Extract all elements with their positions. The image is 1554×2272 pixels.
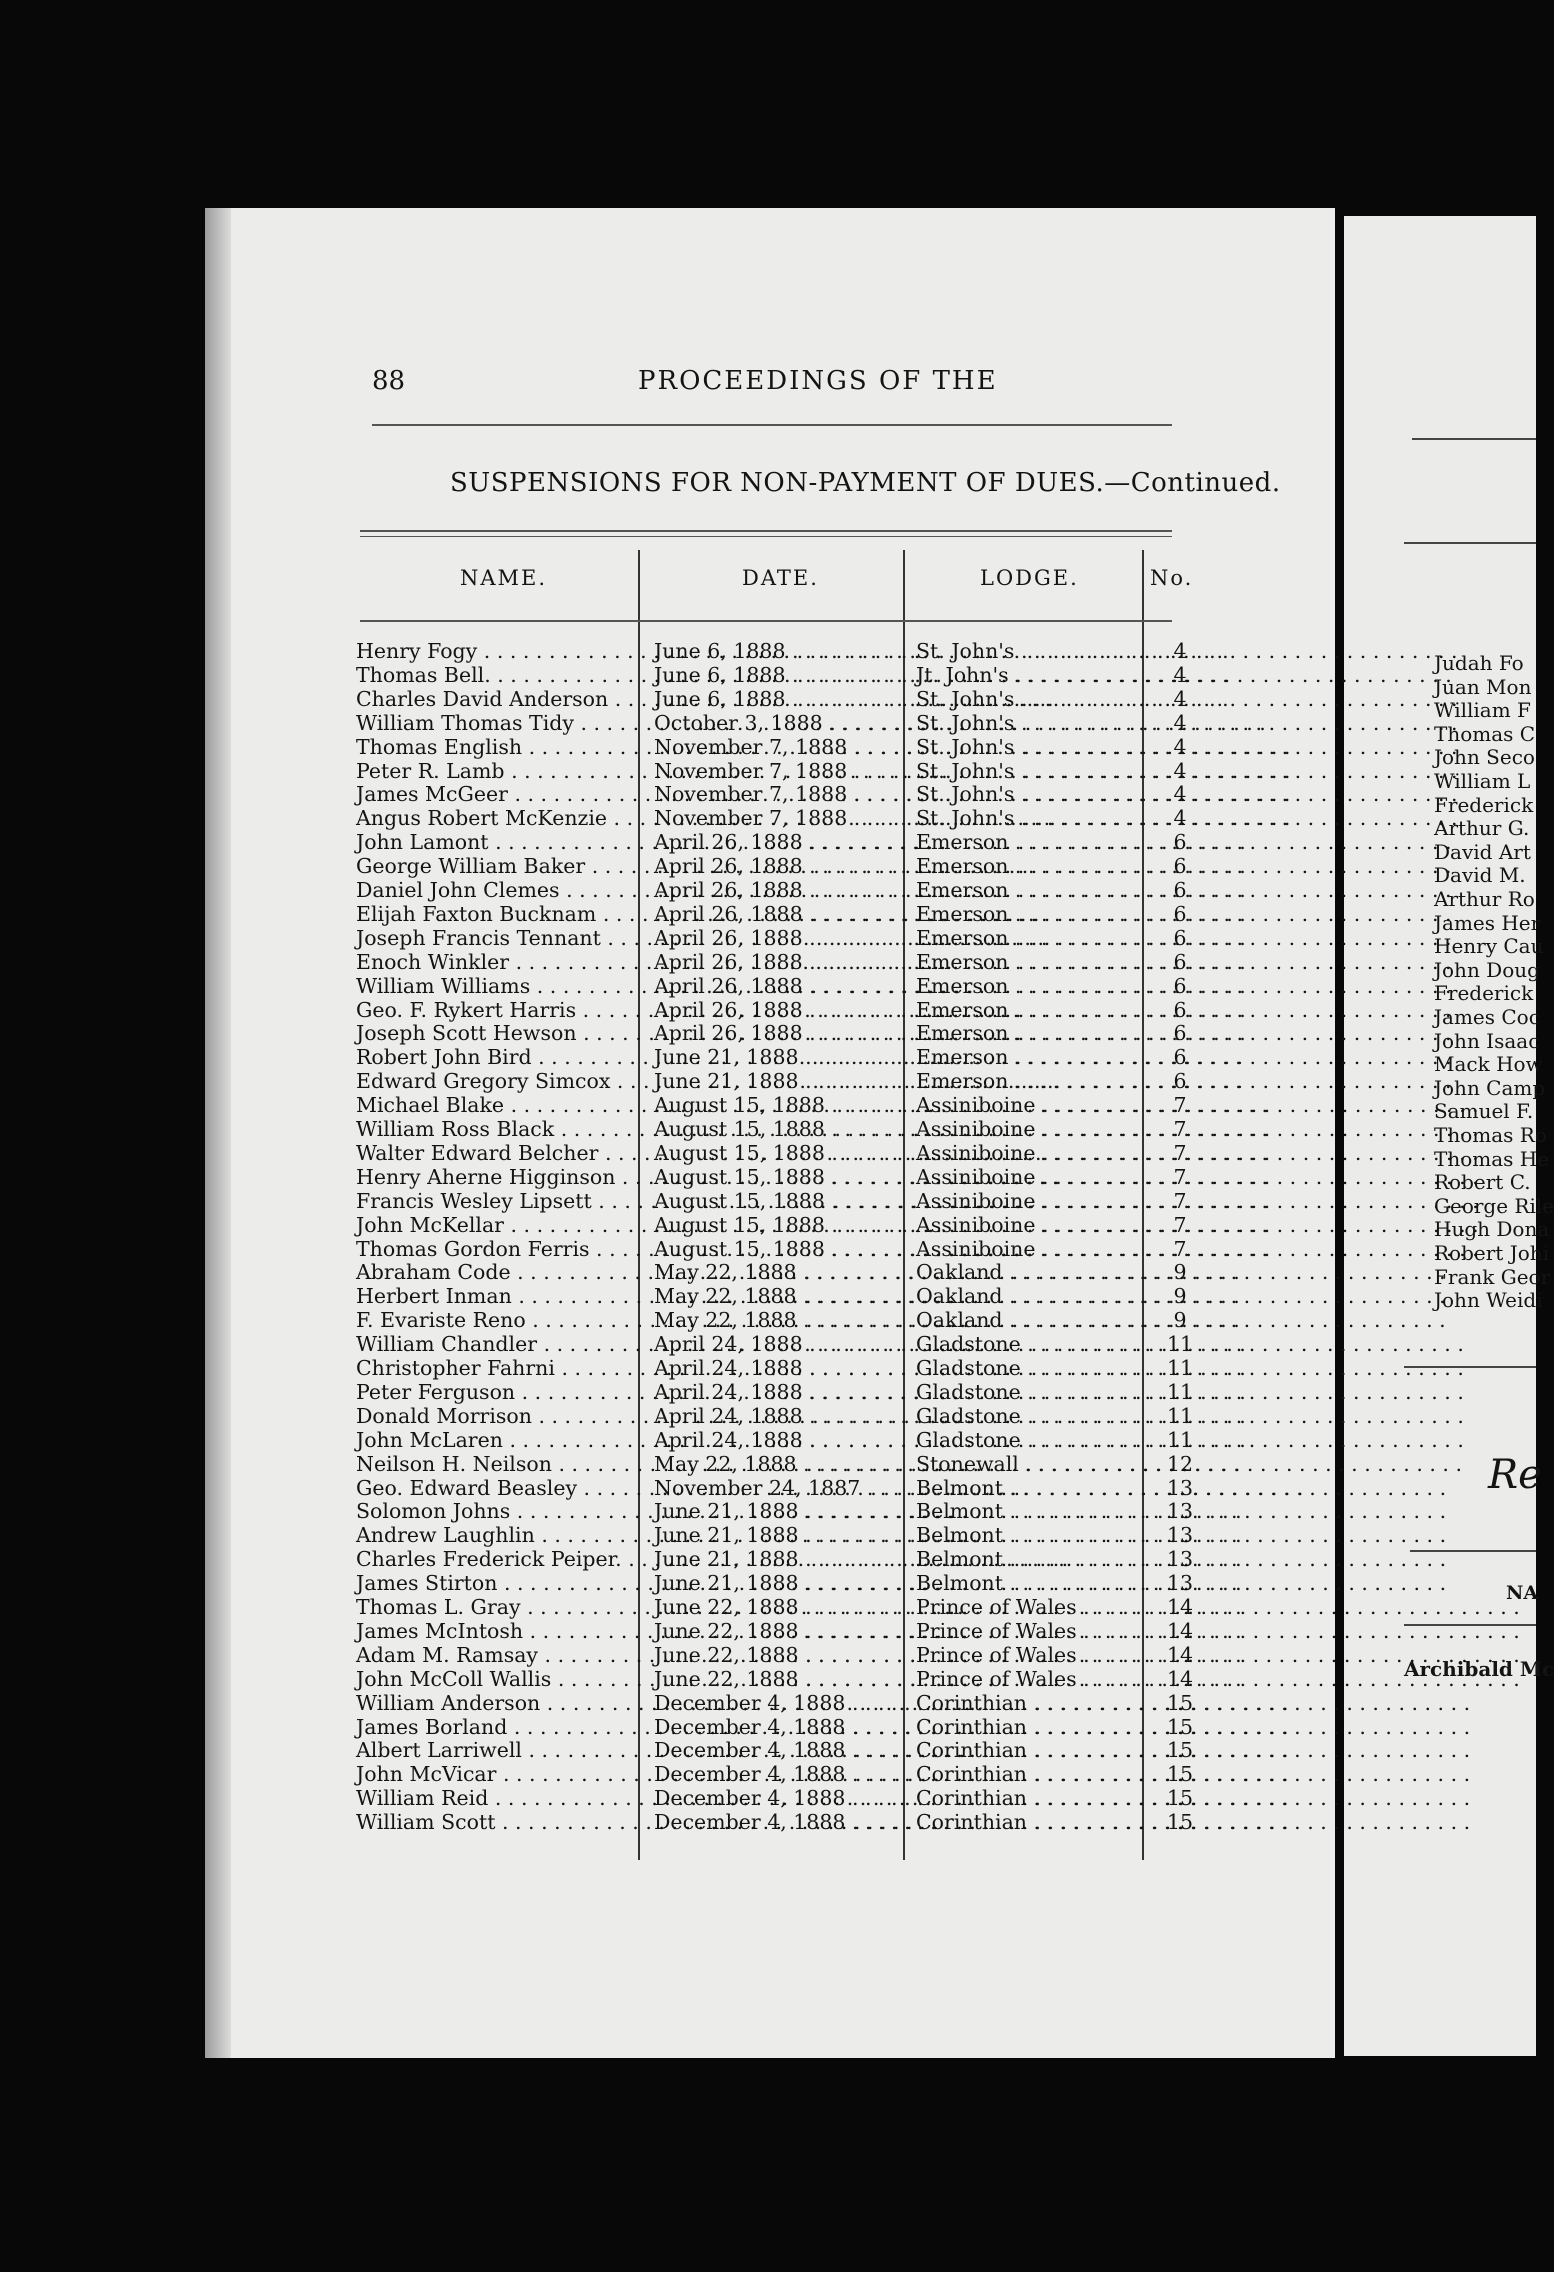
lodge-number-cell: 11 (1166, 1356, 1194, 1380)
date-cell: December 4, 1888 . . . (654, 1692, 910, 1715)
right-page-name: Frank Geor (1434, 1264, 1551, 1289)
lodge-cell: Emerson . . . (916, 855, 1192, 878)
date-cell: April 26, 1888 . . . (654, 1022, 910, 1045)
lodge-cell: Gladstone . . . (916, 1429, 1192, 1452)
date-cell: June 21, 1888 . . . (654, 1548, 910, 1571)
name-cell: Neilson H. Neilson . . . (356, 1453, 630, 1476)
lodge-cell: Emerson . . . (916, 903, 1192, 926)
name-cell: James McGeer . . . (356, 783, 630, 806)
date-cell: August 15, 1888 . . . (654, 1142, 910, 1165)
lodge-number-cell: 6 (1173, 925, 1187, 950)
lodge-cell: St. John's . . . (916, 807, 1192, 830)
name-cell: Albert Larriwell . . . (356, 1739, 630, 1762)
right-page-name: John Doug (1434, 957, 1540, 982)
lodge-number-cell: 11 (1166, 1403, 1194, 1428)
name-cell: Henry Fogy . . . (356, 640, 630, 663)
name-cell: Geo. F. Rykert Harris . . . (356, 999, 630, 1022)
lodge-cell: Emerson . . . (916, 951, 1192, 974)
lodge-cell: Jt. John's . . . (916, 664, 1192, 687)
date-cell: November 7, 1888 . . . (654, 783, 910, 806)
lodge-cell: Assiniboine . . . (916, 1166, 1192, 1189)
right-title-rule (1404, 542, 1536, 544)
right-page-name: Mack How (1434, 1052, 1543, 1077)
name-cell: William Ross Black . . . (356, 1118, 630, 1141)
lodge-cell: Corinthian . . . (916, 1763, 1192, 1786)
right-header-rule (1412, 438, 1536, 440)
lodge-number-cell: 14 (1166, 1642, 1194, 1667)
column-header-name: NAME. (460, 566, 548, 590)
date-cell: November 24, 1887 . . . (654, 1477, 910, 1500)
name-cell: Elijah Faxton Bucknam . . . (356, 903, 630, 926)
lodge-number-cell: 14 (1166, 1595, 1194, 1619)
date-cell: October 3, 1888 . . . (654, 712, 910, 735)
name-cell: James Stirton . . . (356, 1572, 630, 1595)
lodge-cell: Gladstone . . . (916, 1405, 1192, 1428)
name-cell: Christopher Fahrni . . . (356, 1357, 630, 1380)
name-cell: Andrew Laughlin . . . (356, 1524, 630, 1547)
name-cell: William Thomas Tidy . . . (356, 712, 630, 735)
lodge-number-cell: 6 (1173, 973, 1187, 998)
lodge-number-cell: 4 (1173, 710, 1187, 735)
lodge-number-cell: 4 (1173, 639, 1187, 663)
name-cell: James McIntosh . . . (356, 1620, 630, 1643)
header-rule (372, 424, 1172, 426)
lodge-cell: Stonewall . . . (916, 1453, 1192, 1476)
date-cell: August 15, 1888 . . . (654, 1190, 910, 1213)
right-page-name: John Camp (1434, 1075, 1546, 1100)
lodge-number-cell: 12 (1166, 1451, 1194, 1476)
name-cell: William Anderson . . . (356, 1692, 630, 1715)
name-cell: Francis Wesley Lipsett . . . (356, 1190, 630, 1213)
lodge-cell: Corinthian . . . (916, 1739, 1192, 1762)
lodge-number-cell: 7 (1173, 1212, 1187, 1237)
running-head: PROCEEDINGS OF THE (638, 366, 998, 396)
lodge-number-cell: 4 (1173, 758, 1187, 783)
lodge-cell: Assiniboine . . . (916, 1190, 1192, 1213)
right-page-name: Juan Mon (1434, 674, 1532, 699)
date-cell: April 24, 1888 . . . (654, 1429, 910, 1452)
right-page-name: James Her (1434, 910, 1541, 935)
lodge-number-cell: 15 (1166, 1810, 1194, 1835)
lodge-number-cell: 4 (1173, 734, 1187, 759)
lodge-number-cell: 7 (1173, 1188, 1187, 1213)
lodge-cell: Belmont . . . (916, 1548, 1192, 1571)
lodge-number-cell: 4 (1173, 782, 1187, 807)
date-cell: June 6, 1888 . . . (654, 664, 910, 687)
lodge-number-cell: 4 (1173, 806, 1187, 831)
column-header-date: DATE. (742, 566, 819, 590)
lodge-number-cell: 15 (1166, 1762, 1194, 1787)
date-cell: June 21, 1888 . . . (654, 1572, 910, 1595)
lodge-number-cell: 11 (1166, 1379, 1194, 1404)
date-cell: June 21, 1888 . . . (654, 1524, 910, 1547)
name-cell: Joseph Francis Tennant . . . (356, 927, 630, 950)
name-cell: Peter Ferguson . . . (356, 1381, 630, 1404)
name-cell: William Chandler . . . (356, 1333, 630, 1356)
lodge-cell: Emerson . . . (916, 1070, 1192, 1093)
lodge-number-cell: 14 (1166, 1618, 1194, 1643)
date-cell: April 26, 1888 . . . (654, 999, 910, 1022)
lodge-cell: Assiniboine . . . (916, 1238, 1192, 1261)
lodge-cell: Emerson . . . (916, 879, 1192, 902)
date-cell: April 24, 1888 . . . (654, 1381, 910, 1404)
name-cell: Walter Edward Belcher . . . (356, 1142, 630, 1165)
lodge-cell: St. John's . . . (916, 640, 1192, 663)
right-page-name: Frederick (1434, 792, 1534, 817)
header-underline (360, 620, 1172, 622)
lodge-number-cell: 6 (1173, 1021, 1187, 1046)
lodge-cell: Belmont . . . (916, 1524, 1192, 1547)
right-section-rule (1410, 1550, 1536, 1552)
name-cell: William Scott . . . (356, 1811, 630, 1834)
lodge-cell: Belmont . . . (916, 1572, 1192, 1595)
lodge-cell: Emerson . . . (916, 1046, 1192, 1069)
lodge-cell: Corinthian . . . (916, 1692, 1192, 1715)
name-cell: William Williams . . . (356, 975, 630, 998)
name-cell: John Lamont . . . (356, 831, 630, 854)
title-rule-top (360, 530, 1172, 532)
date-cell: April 26, 1888 . . . (654, 831, 910, 854)
date-cell: December 4, 1888 . . . (654, 1811, 910, 1834)
lodge-cell: Assiniboine . . . (916, 1142, 1192, 1165)
right-page-name: John Weidi (1434, 1288, 1543, 1313)
lodge-number-cell: 13 (1166, 1475, 1194, 1500)
lodge-number-cell: 15 (1166, 1738, 1194, 1763)
name-cell: F. Evariste Reno . . . (356, 1309, 630, 1332)
name-cell: Donald Morrison . . . (356, 1405, 630, 1428)
lodge-number-cell: 11 (1166, 1427, 1194, 1452)
lodge-number-cell: 9 (1173, 1308, 1187, 1333)
name-cell: Joseph Scott Hewson . . . (356, 1022, 630, 1045)
title-rule-bottom (360, 536, 1172, 537)
lodge-number-cell: 6 (1173, 854, 1187, 879)
lodge-cell: St. John's . . . (916, 783, 1192, 806)
lodge-cell: Prince of Wales . . . (916, 1620, 1192, 1643)
date-cell: June 22, 1888 . . . (654, 1644, 910, 1667)
name-cell: Enoch Winkler . . . (356, 951, 630, 974)
lodge-cell: Assiniboine . . . (916, 1094, 1192, 1117)
lodge-number-cell: 4 (1173, 662, 1187, 687)
lodge-cell: Prince of Wales . . . (916, 1644, 1192, 1667)
date-cell: June 6, 1888 . . . (654, 640, 910, 663)
name-cell: Herbert Inman . . . (356, 1285, 630, 1308)
lodge-cell: St. John's . . . (916, 760, 1192, 783)
right-column-header: NA (1506, 1582, 1539, 1604)
name-cell: Charles David Anderson . . . (356, 688, 630, 711)
date-cell: November 7, 1888 . . . (654, 736, 910, 759)
date-cell: April 24, 1888 . . . (654, 1405, 910, 1428)
lodge-cell: Gladstone . . . (916, 1381, 1192, 1404)
lodge-number-cell: 9 (1173, 1260, 1187, 1285)
right-page-name: Henry Cau (1434, 934, 1544, 959)
date-cell: June 21, 1888 . . . (654, 1046, 910, 1069)
right-page-name: James Coc (1434, 1005, 1540, 1029)
lodge-number-cell: 7 (1173, 1236, 1187, 1261)
date-cell: December 4, 1888 . . . (654, 1787, 910, 1810)
right-page-name: Robert C. (1434, 1170, 1531, 1195)
lodge-number-cell: 15 (1166, 1786, 1194, 1811)
date-cell: May 22, 1888 . . . (654, 1309, 910, 1332)
date-cell: June 21, 1888 . . . (654, 1500, 910, 1523)
date-cell: April 26, 1888 . . . (654, 951, 910, 974)
right-page-name: Judah Fo (1434, 651, 1524, 675)
date-cell: April 26, 1888 . . . (654, 927, 910, 950)
date-cell: June 21, 1888 . . . (654, 1070, 910, 1093)
right-page-name: David M. (1434, 863, 1526, 888)
right-page-name: Thomas Ro (1434, 1123, 1547, 1147)
name-cell: John McVicar . . . (356, 1763, 630, 1786)
right-page-name: William F (1434, 698, 1531, 723)
date-cell: June 6, 1888 . . . (654, 688, 910, 711)
name-cell: Michael Blake . . . (356, 1094, 630, 1117)
lodge-number-cell: 6 (1173, 949, 1187, 974)
lodge-number-cell: 14 (1166, 1666, 1194, 1691)
lodge-cell: Belmont . . . (916, 1500, 1192, 1523)
lodge-cell: Assiniboine . . . (916, 1118, 1192, 1141)
right-page-name: Arthur G. (1434, 816, 1530, 841)
lodge-cell: St. John's . . . (916, 712, 1192, 735)
lodge-number-cell: 15 (1166, 1690, 1194, 1715)
lodge-number-cell: 15 (1166, 1714, 1194, 1739)
name-cell: Daniel John Clemes . . . (356, 879, 630, 902)
lodge-cell: Corinthian . . . (916, 1811, 1192, 1834)
name-cell: John McColl Wallis . . . (356, 1668, 630, 1691)
name-cell: Peter R. Lamb . . . (356, 760, 630, 783)
lodge-number-cell: 6 (1173, 901, 1187, 926)
name-cell: Robert John Bird . . . (356, 1046, 630, 1069)
lodge-cell: Oakland . . . (916, 1309, 1192, 1332)
lodge-cell: Emerson . . . (916, 1022, 1192, 1045)
lodge-cell: Emerson . . . (916, 927, 1192, 950)
date-cell: December 4, 1888 . . . (654, 1739, 910, 1762)
right-page-name: George Rile (1434, 1193, 1554, 1218)
lodge-cell: Belmont . . . (916, 1477, 1192, 1500)
right-page-name: Arthur Ro (1434, 887, 1535, 911)
lodge-number-cell: 13 (1166, 1499, 1194, 1524)
right-page-name: John Seco (1434, 745, 1535, 770)
lodge-number-cell: 6 (1173, 997, 1187, 1022)
name-cell: Edward Gregory Simcox . . . (356, 1070, 630, 1093)
date-cell: April 26, 1888 . . . (654, 975, 910, 998)
lodge-number-cell: 6 (1173, 878, 1187, 902)
lodge-cell: Emerson . . . (916, 999, 1192, 1022)
lodge-number-cell: 6 (1173, 1069, 1187, 1094)
right-first-entry: Archibald Mc (1404, 1657, 1554, 1681)
lodge-number-cell: 7 (1173, 1093, 1187, 1118)
date-cell: December 4, 1888 . . . (654, 1763, 910, 1786)
right-page-name: David Art (1434, 839, 1531, 864)
lodge-cell: Corinthian . . . (916, 1787, 1192, 1810)
date-cell: August 15, 1888 . . . (654, 1094, 910, 1117)
name-cell: Henry Aherne Higginson . . . (356, 1166, 630, 1189)
name-cell: Thomas L. Gray . . . (356, 1596, 630, 1619)
lodge-cell: Oakland . . . (916, 1285, 1192, 1308)
right-page-name: Samuel F. (1434, 1099, 1534, 1124)
date-cell: August 15, 1888 . . . (654, 1166, 910, 1189)
lodge-number-cell: 13 (1166, 1571, 1194, 1596)
right-page-name: John Isaac (1434, 1028, 1540, 1053)
lodge-number-cell: 7 (1173, 1117, 1187, 1141)
date-cell: April 24, 1888 . . . (654, 1333, 910, 1356)
lodge-number-cell: 9 (1173, 1284, 1187, 1309)
date-cell: December 4, 1888 . . . (654, 1716, 910, 1739)
date-cell: June 22, 1888 . . . (654, 1596, 910, 1619)
right-section-heading: Re (1488, 1452, 1542, 1498)
name-cell: Thomas Bell. . . . (356, 664, 630, 687)
right-page-name: Frederick (1434, 981, 1534, 1006)
date-cell: August 15, 1888 . . . (654, 1214, 910, 1237)
lodge-number-cell: 13 (1166, 1547, 1194, 1572)
right-page-name: Thomas C (1434, 721, 1536, 746)
name-cell: John McKellar . . . (356, 1214, 630, 1237)
lodge-cell: St. John's . . . (916, 688, 1192, 711)
lodge-cell: Oakland . . . (916, 1261, 1192, 1284)
lodge-number-cell: 6 (1173, 830, 1187, 855)
name-cell: Solomon Johns . . . (356, 1500, 630, 1523)
column-header-no: No. (1150, 566, 1194, 590)
page-binding-edge (205, 208, 231, 2058)
lodge-cell: Assiniboine . . . (916, 1214, 1192, 1237)
date-cell: April 26, 1888 . . . (654, 879, 910, 902)
name-cell: Thomas English . . . (356, 736, 630, 759)
name-cell: Angus Robert McKenzie . . . (356, 807, 630, 830)
lodge-cell: Gladstone . . . (916, 1357, 1192, 1380)
date-cell: April 26, 1888 . . . (654, 855, 910, 878)
name-cell: Thomas Gordon Ferris . . . (356, 1238, 630, 1261)
name-cell: George William Baker . . . (356, 855, 630, 878)
name-cell: Geo. Edward Beasley . . . (356, 1477, 630, 1500)
name-cell: William Reid . . . (356, 1787, 630, 1810)
lodge-cell: St. John's . . . (916, 736, 1192, 759)
date-cell: April 24, 1888 . . . (654, 1357, 910, 1380)
right-page-name: Robert Johi (1434, 1241, 1550, 1265)
lodge-number-cell: 11 (1166, 1332, 1194, 1357)
name-cell: Abraham Code . . . (356, 1261, 630, 1284)
date-cell: May 22, 1888 . . . (654, 1285, 910, 1308)
name-cell: James Borland . . . (356, 1716, 630, 1739)
date-cell: April 26, 1888 . . . (654, 903, 910, 926)
date-cell: November 7, 1888 . . . (654, 807, 910, 830)
right-page-name: William L (1434, 769, 1531, 793)
lodge-number-cell: 7 (1173, 1164, 1187, 1189)
date-cell: June 22, 1888 . . . (654, 1668, 910, 1691)
name-cell: John McLaren . . . (356, 1429, 630, 1452)
date-cell: November 7, 1888 . . . (654, 760, 910, 783)
lodge-cell: Gladstone . . . (916, 1333, 1192, 1356)
name-cell: Adam M. Ramsay . . . (356, 1644, 630, 1667)
right-column-rule (1404, 1624, 1536, 1626)
lodge-number-cell: 4 (1173, 686, 1187, 711)
date-cell: May 22, 1888 . . . (654, 1261, 910, 1284)
lodge-cell: Prince of Wales . . . (916, 1596, 1192, 1619)
column-header-lodge: LODGE. (980, 566, 1079, 590)
date-cell: August 15, 1888 . . . (654, 1238, 910, 1261)
date-cell: June 22, 1888 . . . (654, 1620, 910, 1643)
table-title: SUSPENSIONS FOR NON-PAYMENT OF DUES.—Continued. (450, 468, 1281, 498)
lodge-number-cell: 7 (1173, 1140, 1187, 1165)
lodge-cell: Emerson . . . (916, 975, 1192, 998)
lodge-number-cell: 13 (1166, 1523, 1194, 1548)
date-cell: August 15, 1888 . . . (654, 1118, 910, 1141)
lodge-number-cell: 6 (1173, 1045, 1187, 1070)
lodge-cell: Corinthian . . . (916, 1716, 1192, 1739)
lodge-cell: Emerson . . . (916, 831, 1192, 854)
lodge-cell: Prince of Wales . . . (916, 1668, 1192, 1691)
page-number: 88 (372, 366, 406, 396)
name-cell: Charles Frederick Peiper. . . . (356, 1548, 630, 1571)
right-table-end-rule (1404, 1366, 1536, 1368)
date-cell: May 22, 1888 . . . (654, 1453, 910, 1476)
right-page-name: Hugh Dona (1434, 1217, 1550, 1242)
right-page-name: Thomas He (1434, 1146, 1550, 1171)
